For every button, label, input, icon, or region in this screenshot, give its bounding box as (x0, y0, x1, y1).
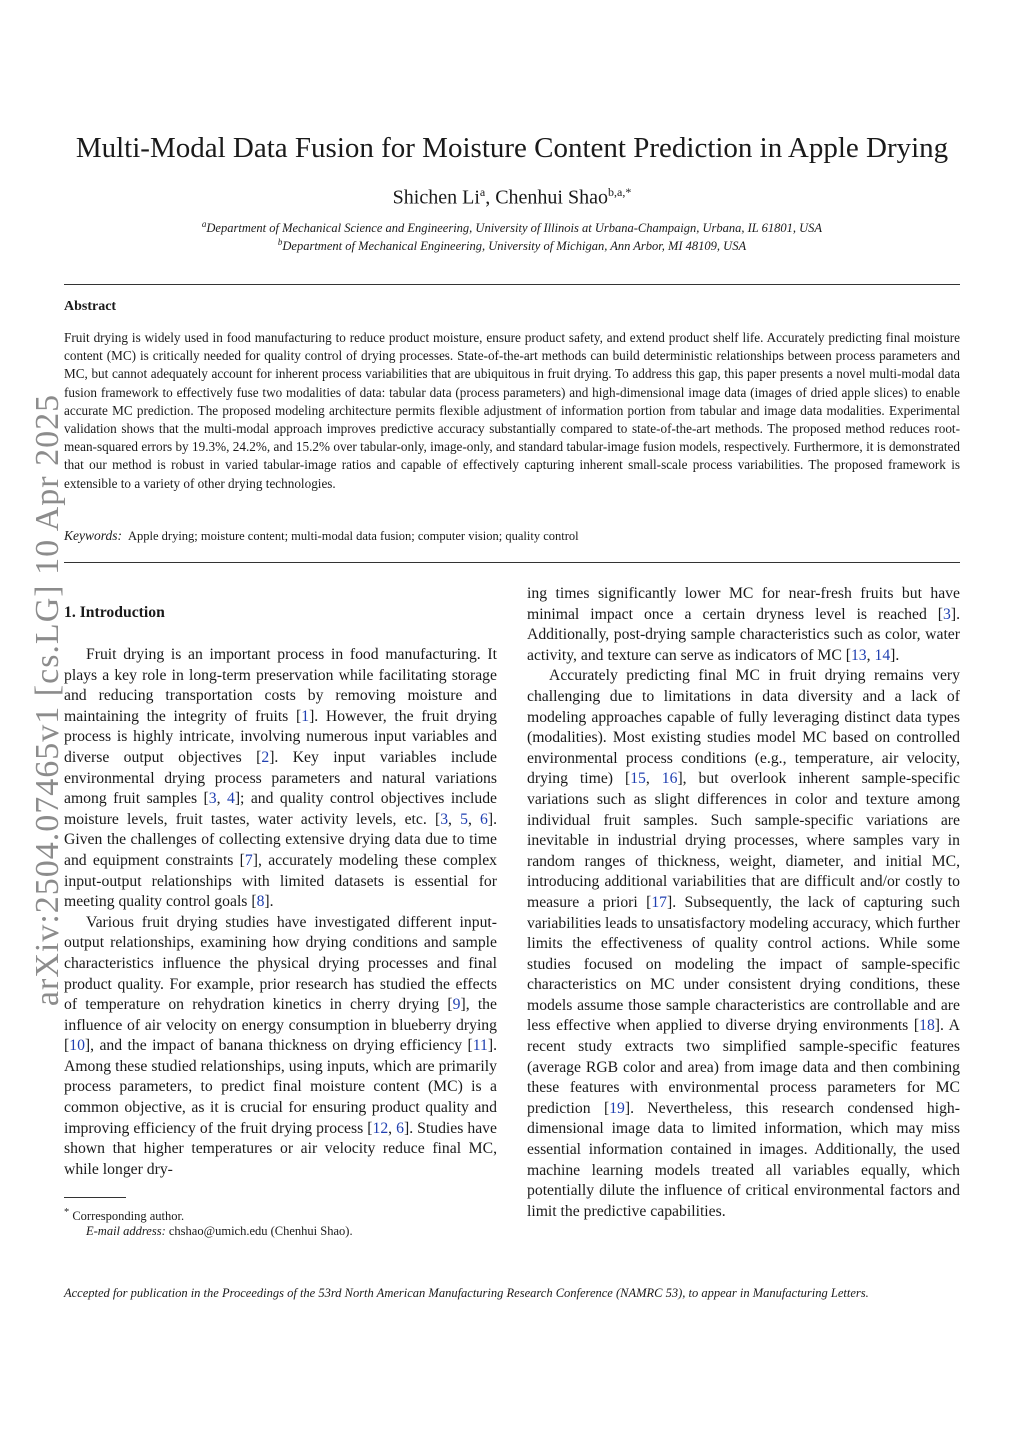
paragraph: Various fruit drying studies have investigated different input-output relationships, examining how drying conditions and sample characteristics influence the physical drying processes and final product quality. For example, prior research has studied the effects of temperature on rehydration kinetics in cherry drying [9], the influence of air velocity on energy consumption in blueberry drying [10], and the impact of banana thickness on drying efficiency [11]. Among these studied relationships, using inputs, which are primarily process parameters, to predict final moisture content (MC) is a common objective, as it is crucial for ensuring product quality and improving efficiency of the fruit drying process [12, 6]. Studies have shown that higher temperatures or air velocity reduce final MC, while longer dry- (64, 913, 497, 1178)
citation-link[interactable]: 11 (472, 1037, 488, 1055)
citation-link[interactable]: 4 (226, 790, 235, 808)
citation-link[interactable]: 6 (480, 810, 488, 828)
citation-link[interactable]: 12 (372, 1119, 389, 1137)
keywords (64, 527, 960, 545)
publication-note: Accepted for publication in the Proceedings of the 53rd North American Manufacturing Research Conference (NAMRC 53), to appear in Manufacturing Letters. (64, 1286, 869, 1300)
citation-link[interactable]: 18 (919, 1017, 935, 1035)
footnote-divider (64, 1197, 126, 1198)
footnote-corresponding: * Corresponding author. (64, 1207, 185, 1224)
keywords-text: Apple drying; moisture content; multi-modal data fusion; computer vision; quality control (128, 529, 579, 543)
citation-link[interactable]: 17 (651, 893, 668, 911)
author-list: Shichen Li$^a$, Chenhui Shao$^{b,a,*}$ (392, 185, 632, 209)
paragraph: Accurately predicting final MC in fruit drying remains very challenging due to limitations in data diversity and a lack of modeling approaches capable of fully leveraging distinct data types (modalities). Most existing studies model MC based on controlled environmental process conditions (e.g., temperature, air velocity, drying time) [15, 16], but overlook inherent sample-specific variations such as slight differences in color and texture among individual fruit samples. Such sample-specific variations are inevitable in industrial drying processes, where samples vary in random ranges of thickness, weight, diameter, and initial MC, introducing additional variabilities that are difficult and/or costly to measure a priori [17]. Subsequently, the lack of capturing such variabilities leads to unsatisfactory modeling accuracy, which further limits the effectiveness of quality control actions. While some studies focused on modeling the impact of sample-specific characteristics on MC under consistent drying conditions, these models assume those sample characteristics are controllable and are less effective when applied to diverse drying environments [18]. A recent study extracts two simplified sample-specific features (average RGB color and area) from image data and then combining these features with environmental process parameters for MC prediction [19]. Nevertheless, this research condensed high-dimensional image data to limited information, which may miss essential information contained in images. Additionally, the used machine learning models treated all variables equally, which potentially dilute the influence of critical environmental factors and limit the predictive capabilities. (527, 667, 961, 1220)
right-column (527, 584, 960, 1222)
citation-link[interactable]: 3 (208, 790, 217, 808)
citation-link[interactable]: 15 (630, 770, 646, 788)
citation-link[interactable]: 7 (244, 851, 253, 869)
citation-link[interactable]: 5 (460, 810, 468, 828)
citation-link[interactable]: 19 (609, 1099, 625, 1117)
keywords-label: Keywords: (64, 528, 122, 543)
citation-link[interactable]: 14 (874, 646, 891, 664)
citation-link[interactable]: 13 (850, 646, 867, 664)
citation-link[interactable]: 10 (69, 1037, 85, 1055)
email-address[interactable]: chshao@umich.edu (Chenhui Shao). (168, 1224, 353, 1238)
citation-link[interactable]: 3 (943, 605, 951, 623)
citation-link[interactable]: 3 (440, 810, 449, 828)
author-2-affil: b,a,* (608, 185, 632, 199)
left-column (64, 645, 497, 1180)
affiliation-a: $^a$Department of Mechanical Science and Engineering, University of Illinois at Urbana-Champaign, Urbana, IL 61801, USA (201, 219, 823, 236)
author-1: Shichen Li (392, 186, 480, 209)
citation-link[interactable]: 9 (452, 996, 461, 1014)
affiliation-b: $^b$Department of Mechanical Engineering, University of Michigan, Ann Arbor, MI 48109, USA (277, 237, 747, 254)
abstract-text: Fruit drying is widely used in food manufacturing to reduce product moisture, ensure product safety, and extend product shelf life. Accurately predicting final moisture content (MC) is critically needed for quality control of drying processes. State-of-the-art methods can build deterministic relationships between process parameters and MC, but cannot adequately account for inherent process variabilities that are ubiquitous in fruit drying. To address this gap, this paper presents a novel multi-modal data fusion framework to effectively fuse two modalities of data: tabular data (process parameters) and high-dimensional image data (images of dried apple slices) to enable accurate MC prediction. The proposed modeling architecture permits flexible adjustment of information portion from tabular and image data modalities. Experimental validation shows that the multi-modal approach improves predictive accuracy substantially compared to state-of-the-art methods. The proposed method reduces root-mean-squared errors by 19.3%, 24.2%, and 15.2% over tabular-only, image-only, and standard tabular-image fusion models, respectively. Furthermore, it is demonstrated that our method is robust in varied tabular-image ratios and capable of effectively capturing inherent small-scale process variabilities. The proposed framework is extensible to a variety of other drying technologies. (64, 330, 960, 491)
section-heading-introduction: 1. Introduction (64, 604, 165, 621)
divider-top (64, 284, 960, 285)
footnote-email: E-mail address: chshao@umich.edu (Chenhui Shao). (86, 1224, 353, 1238)
citation-link[interactable]: 1 (301, 707, 310, 725)
author-2: Chenhui Shao (495, 186, 608, 209)
arxiv-identifier-stamp: arXiv:2504.07465v1 [cs.LG] 10 Apr 2025 (29, 393, 66, 1007)
citation-link[interactable]: 8 (256, 893, 265, 911)
paragraph: Fruit drying is an important process in food manufacturing. It plays a key role in long-term preservation while facilitating storage and reducing transportation costs by removing moisture and maintaining the integrity of fruits [1]. However, the fruit drying process is highly intricate, involving numerous input variables and diverse output objectives [2]. Key input variables include environmental drying process parameters and natural variations among fruit samples [3, 4]; and quality control objectives include moisture levels, fruit tastes, water activity levels, etc. [3, 5, 6]. Given the challenges of collecting extensive drying data due to time and equipment constraints [7], accurately modeling these complex input-output relationships with limited datasets is essential for meeting quality control goals [8]. (64, 646, 498, 911)
citation-link[interactable]: 6 (396, 1119, 404, 1137)
citation-link[interactable]: 2 (261, 748, 270, 766)
divider-bottom (64, 562, 960, 563)
author-1-affil: a (479, 185, 486, 199)
citation-link[interactable]: 16 (661, 770, 678, 788)
paper-title: Multi-Modal Data Fusion for Moisture Content Prediction in Apple Drying (75, 132, 949, 164)
paragraph: ing times significantly lower MC for near-fresh fruits but have minimal impact once a certain dryness level is reached [3]. Additionally, post-drying sample characteristics such as color, water activity, and texture can serve as indicators of MC [13, 14]. (527, 585, 960, 664)
abstract-heading: Abstract (64, 299, 117, 314)
